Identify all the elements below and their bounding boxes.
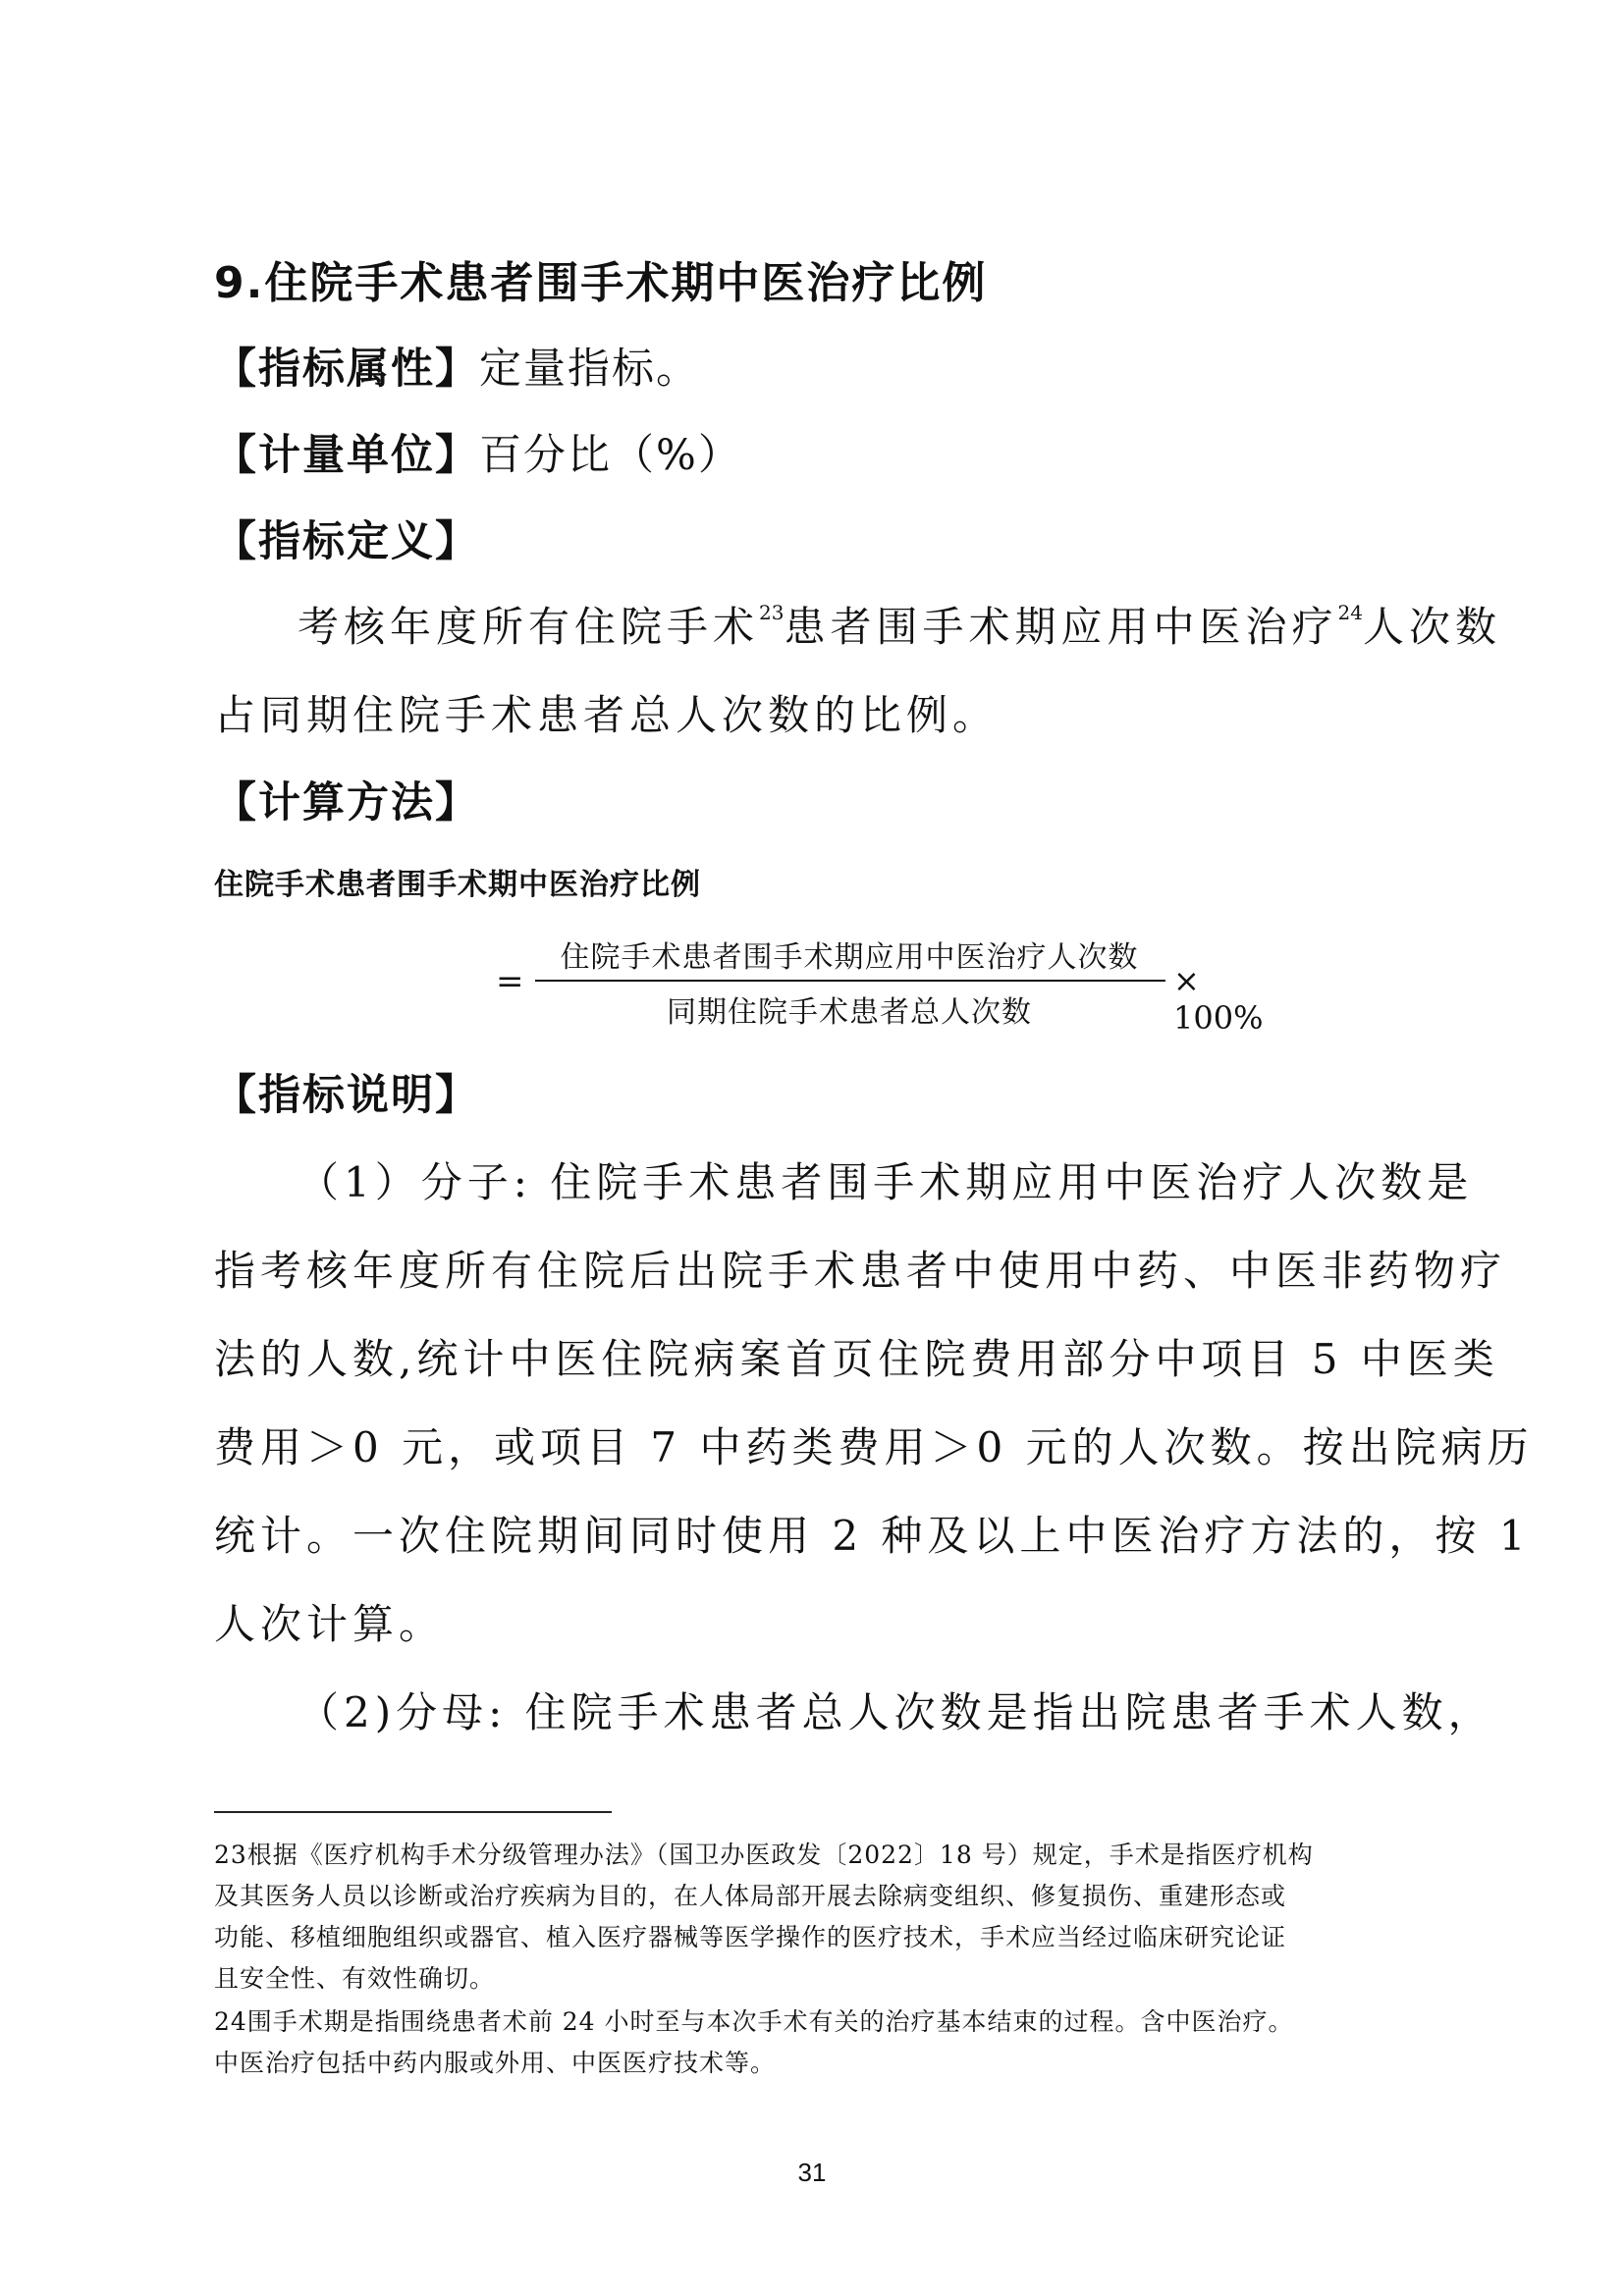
unit-label: 【计量单位】 — [214, 431, 479, 480]
page-number: 31 — [797, 2158, 827, 2187]
footnote-line: 24围手术期是指围绕患者术前 24 小时至与本次手术有关的治疗基本结束的过程。含中医治疗。 — [214, 2007, 1294, 2036]
footnote-line: 及其医务人员以诊断或治疗疾病为目的，在人体局部开展去除病变组织、修复损伤、重建形态或 — [214, 1882, 1287, 1910]
footnote-line: 且安全性、有效性确切。 — [214, 1964, 496, 1993]
definition-text-part2: 患者围手术期应用中医治疗 — [784, 603, 1338, 651]
explain-line: （1）分子: 住院手术患者围手术期应用中医治疗人次数是 — [298, 1158, 1474, 1206]
definition-label: 【指标定义】 — [214, 517, 479, 566]
footnote-line: 中医治疗包括中药内服或外用、中医医疗技术等。 — [214, 2049, 777, 2077]
formula-numerator: 住院手术患者围手术期应用中医治疗人次数 — [560, 940, 1139, 975]
definition-line-1 — [298, 595, 1501, 654]
footnote-separator — [214, 1811, 612, 1813]
explain-line: （2)分母: 住院手术患者总人次数是指出院患者手术人数， — [298, 1688, 1494, 1736]
formula — [496, 933, 1291, 1041]
definition-text-part1: 考核年度所有住院手术 — [298, 603, 760, 651]
unit-row — [214, 422, 742, 482]
fraction-bar — [535, 980, 1165, 982]
explain-line: 人次计算。 — [214, 1600, 446, 1648]
footnote-ref-23[interactable]: 23 — [759, 601, 785, 624]
formula-denominator: 同期住院手术患者总人次数 — [667, 995, 1032, 1030]
formula-title: 住院手术患者围手术期中医治疗比例 — [214, 868, 701, 902]
formula-multiplier: × 100% — [1173, 962, 1264, 1037]
indicator-attribute-label: 【指标属性】 — [214, 345, 479, 394]
explain-label: 【指标说明】 — [214, 1071, 479, 1120]
explain-line: 指考核年度所有住院后出院手术患者中使用中药、中医非药物疗 — [214, 1247, 1507, 1295]
method-label: 【计算方法】 — [214, 778, 479, 828]
footnote-line: 23根据《医疗机构手术分级管理办法》（国卫办医政发〔2022〕18 号）规定，手术是指医疗机构 — [214, 1841, 1314, 1869]
indicator-attribute-value: 定量指标。 — [479, 345, 700, 394]
footnote-line: 功能、移植细胞组织或器官、植入医疗器械等医学操作的医疗技术，手术应当经过临床研究论证 — [214, 1923, 1287, 1951]
explain-row — [214, 1062, 479, 1122]
explain-line: 法的人数,统计中医住院病案首页住院费用部分中项目 5 中医类 — [214, 1335, 1499, 1383]
formula-equals: = — [496, 962, 524, 1001]
definition-row — [214, 508, 479, 568]
definition-line-2: 占同期住院手术患者总人次数的比例。 — [214, 691, 1000, 739]
explain-line: 统计。一次住院期间同时使用 2 种及以上中医治疗方法的，按 1 — [214, 1512, 1531, 1560]
definition-text-part3: 人次数 — [1362, 603, 1501, 651]
method-row — [214, 770, 479, 829]
section-heading: 9.住院手术患者围手术期中医治疗比例 — [214, 258, 988, 308]
unit-value: 百分比（%） — [479, 431, 742, 480]
explain-line: 费用＞0 元，或项目 7 中药类费用＞0 元的人次数。按出院病历 — [214, 1423, 1534, 1471]
indicator-attribute-row — [214, 336, 700, 396]
footnote-ref-24[interactable]: 24 — [1337, 601, 1363, 624]
